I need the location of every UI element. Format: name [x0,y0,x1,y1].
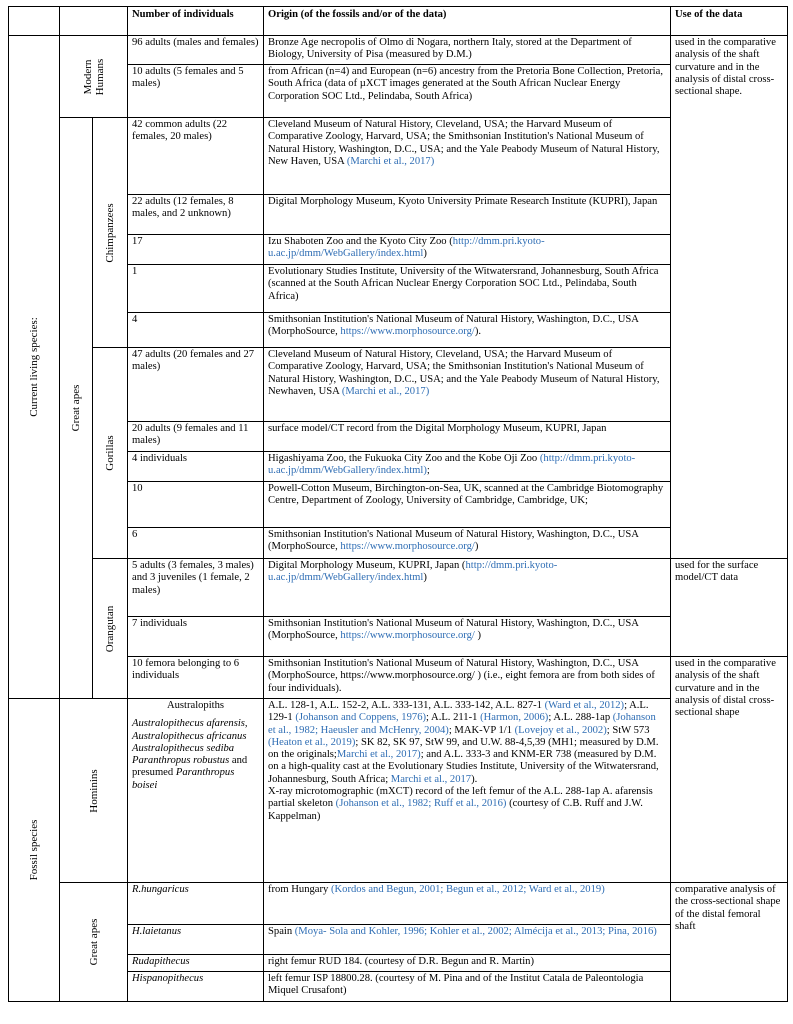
group-fossil-great-apes: Great apes [60,883,128,1002]
url-link[interactable]: https://www.morphosource.org/ [340,326,475,338]
cell-origin: surface model/CT record from the Digital Morphology Museum, KUPRI, Japan [264,422,671,452]
cell-number: 5 adults (3 females, 3 males) and 3 juveniles (1 female, 2 males) [128,559,264,617]
citation-link[interactable]: Marchi et al., 2017 [390,773,472,785]
citation-link[interactable]: (Marchi et al., 2017) [346,155,435,167]
group-gorillas: Gorillas [93,348,128,559]
cell-number: 10 [128,482,264,528]
citation-link[interactable]: (Ward et al., 2012) [544,700,625,711]
cell-origin: Smithsonian Institution's National Museum of Natural History, Washington, D.C., USA (MorphoSource, https://www.morphosource.org/). [264,313,671,348]
table-row [9,118,788,195]
citation-link[interactable]: (Harmon, 2006) [480,712,549,724]
cell-origin: Higashiyama Zoo, the Fukuoka City Zoo and the Kobe Oji Zoo (http://dmm.pri.kyoto-u.ac.jp/dmm/WebGallery/index.html); [264,452,671,482]
header-origin: Origin (of the fossils and/or of the data) [264,7,671,36]
cell-number: 96 adults (males and females) [128,36,264,65]
cell-species: Australopiths Australopithecus afarensis, Australopithecus africanus Australopithecus sediba Paranthropus robustus and presumed Paranthropus boisei [128,699,264,883]
cell-species: Hispanopithecus [128,972,264,1002]
cell-number: 10 femora belonging to 6 individuals [128,657,264,699]
cell-use: used in the comparative analysis of the shaft curvature and in the analysis of distal cross-sectional shape [671,657,788,883]
cell-use-empty [671,118,788,559]
table-row [9,36,788,65]
citation-link[interactable]: Marchi et al., 2017) [336,749,421,761]
cell-number: 47 adults (20 females and 27 males) [128,348,264,422]
citation-link[interactable]: (Moya- Sola and Kohler, 1996; Kohler et al., 2002; Almécija et al., 2013; Pina, 2016) [294,926,657,937]
group-orangutan: Orangutan [93,559,128,699]
cell-origin: Smithsonian Institution's National Museum of Natural History, Washington, D.C., USA (MorphoSource, https://www.morphosource.org/ ) (i.e., eight femora are from both sides of four individuals). [264,657,671,699]
group-current-species: Current living species: [9,36,60,699]
cell-use: comparative analysis of the cross-sectional shape of the distal femoral shaft [671,883,788,1002]
cell-origin: Cleveland Museum of Natural History, Cleveland, USA; the Harvard Museum of Comparative Zoology, Harvard, USA; the Smithsonian Institution's National Museum of Natural History, Washington, D.C., USA; and the Yale Peabody Museum of Natural History, New Haven, USA (Marchi et al., 2017) [264,118,671,195]
cell-origin: Cleveland Museum of Natural History, Cleveland, USA; the Harvard Museum of Comparative Zoology, Harvard, USA; the Smithsonian Institution's National Museum of Natural History, Washington, D.C., USA; and the Yale Peabody Museum of Natural History, Newhaven, USA (Marchi et al., 2017) [264,348,671,422]
group-great-apes: Great apes [60,118,93,699]
citation-link[interactable]: (Kordos and Begun, 2001; Begun et al., 2012; Ward et al., 2019) [330,884,605,895]
group-chimpanzees: Chimpanzees [93,118,128,348]
citation-link[interactable]: (Johanson and Coppens, 1976) [295,712,427,724]
cell-origin: Digital Morphology Museum, KUPRI, Japan (http://dmm.pri.kyoto-u.ac.jp/dmm/WebGallery/index.html) [264,559,671,617]
header-use: Use of the data [671,7,788,36]
cell-species: Rudapithecus [128,955,264,972]
header-row [9,7,788,36]
cell-number: 42 common adults (22 females, 20 males) [128,118,264,195]
cell-number: 6 [128,528,264,559]
citation-link[interactable]: (Johanson et al., 1982; Haeusler and McHenry, 2004) [268,712,656,736]
cell-origin: from Hungary (Kordos and Begun, 2001; Begun et al., 2012; Ward et al., 2019) [264,883,671,925]
url-link[interactable]: (http://dmm.pri.kyoto-u.ac.jp/dmm/WebGallery/index.html) [268,453,636,477]
url-link[interactable]: https://www.morphosource.org/ [340,630,475,642]
header-blank-1 [9,7,60,36]
header-blank-2 [60,7,128,36]
cell-origin: Powell-Cotton Museum, Birchington-on-Sea, UK, scanned at the Cambridge Biotomography Centre, Department of Zoology, University of Cambridge, Cambridge, UK; [264,482,671,528]
citation-link[interactable]: (Lovejoy et al., 2002) [514,724,607,736]
cell-number: 4 individuals [128,452,264,482]
cell-origin: Evolutionary Studies Institute, University of the Witwatersrand, Johannesburg, South Africa (scanned at the South African Nuclear Energy Corporation SOC Ltd., Pelindaba, South Africa) [264,265,671,313]
cell-origin: Spain (Moya- Sola and Kohler, 1996; Kohler et al., 2002; Almécija et al., 2013; Pina, 2016) [264,925,671,955]
cell-origin: Smithsonian Institution's National Museum of Natural History, Washington, D.C., USA (MorphoSource, https://www.morphosource.org/) [264,528,671,559]
group-modern-humans: Modern Humans [60,36,128,118]
cell-number: 10 adults (5 females and 5 males) [128,65,264,118]
cell-number: 22 adults (12 females, 8 males, and 2 unknown) [128,195,264,235]
cell-origin: left femur ISP 18800.28. (courtesy of M. Pina and of the Institut Catala de Paleontologia Miquel Crusafont) [264,972,671,1002]
table-row [9,559,788,617]
citation-link[interactable]: (Marchi et al., 2017) [341,385,430,397]
cell-number: 17 [128,235,264,265]
url-link[interactable]: https://www.morphosource.org/ [340,541,475,553]
group-hominins: Hominins [60,699,128,883]
cell-origin: Smithsonian Institution's National Museum of Natural History, Washington, D.C., USA (MorphoSource, https://www.morphosource.org/ ) [264,617,671,657]
cell-origin: A.L. 128-1, A.L. 152-2, A.L. 333-131, A.L. 333-142, A.L. 827-1 (Ward et al., 2012); A.L. 129-1 (Johanson and Coppens, 1976); A.L. 211-1 (Harmon, 2006); A.L. 288-1ap (Johanson et al., 1982; Haeusler and McHenry, 2004); MAK-VP 1/1 (Lovejoy et al., 2002); StW 573 (Heaton et al., 2019); SK 82, SK 97, StW 99, and U.W. 88-4,5,39 (MH1; measured by D.M. on the originals;Marchi et al., 2017); and A.L. 333-3 and KNM-ER 738 (measured by D.M. on a high-quality cast at the Evolutionary Studies Institute, University of the Witwatersrand, Johannesburg, South Africa; Marchi et al., 2017). X-ray microtomographic (mXCT) record of the left femur of the A.L. 288-1ap A. afarensis partial skeleton (Johanson et al., 1982; Ruff et al., 2016) (courtesy of C.B. Ruff and J.W. Kappelman) [264,699,671,883]
cell-origin: right femur RUD 184. (courtesy of D.R. Begun and R. Martin) [264,955,671,972]
cell-origin: Izu Shaboten Zoo and the Kyoto City Zoo (http://dmm.pri.kyoto-u.ac.jp/dmm/WebGallery/index.html) [264,235,671,265]
table-row [9,883,788,925]
url-link[interactable]: http://dmm.pri.kyoto-u.ac.jp/dmm/WebGallery/index.html [268,560,558,584]
citation-link[interactable]: (Heaton et al., 2019) [268,736,356,748]
url-link[interactable]: http://dmm.pri.kyoto-u.ac.jp/dmm/WebGallery/index.html [268,236,545,260]
cell-use: used in the comparative analysis of the shaft curvature and in the analysis of distal cross-sectional shape. [671,36,788,118]
cell-origin: Digital Morphology Museum, Kyoto University Primate Research Institute (KUPRI), Japan [264,195,671,235]
fossil-data-table [8,6,788,1002]
cell-number: 4 [128,313,264,348]
cell-species: H.laietanus [128,925,264,955]
cell-species: R.hungaricus [128,883,264,925]
cell-use: used for the surface model/CT data [671,559,788,657]
group-fossil-species: Fossil species [9,699,60,1002]
cell-number: 1 [128,265,264,313]
cell-number: 20 adults (9 females and 11 males) [128,422,264,452]
cell-number: 7 individuals [128,617,264,657]
header-number: Number of individuals [128,7,264,36]
cell-origin: from African (n=4) and European (n=6) ancestry from the Pretoria Bone Collection, Pretoria, South Africa (data of µXCT images generated at the South African Nuclear Energy Corporation SOC Ltd., Pelindaba, South Africa) [264,65,671,118]
citation-link[interactable]: (Johanson et al., 1982; Ruff et al., 2016) [335,798,507,810]
cell-origin: Bronze Age necropolis of Olmo di Nogara, northern Italy, stored at the Department of Biology, University of Pisa (measured by D.M.) [264,36,671,65]
